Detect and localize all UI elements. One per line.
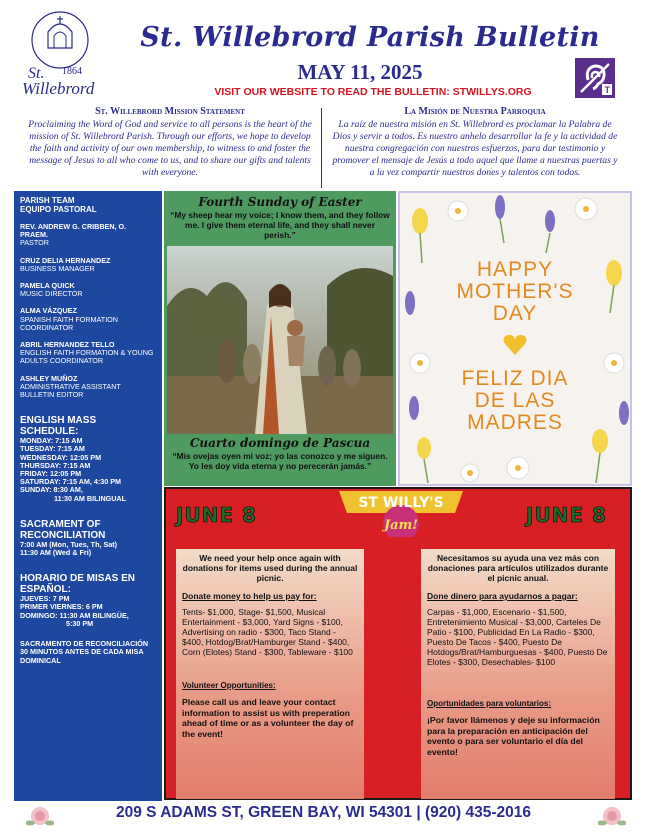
staff-role: ENGLISH FAITH FORMATION & YOUNG ADULTS COORDINATOR — [20, 348, 154, 366]
staff-name: PAMELA QUICK — [20, 281, 75, 291]
staff-role: SPANISH FAITH FORMATION COORDINATOR — [20, 314, 118, 332]
mission-text-en: Proclaiming the Word of God and service to all persons is the heart of the mission of St. Willebrord Parish. Through our efforts, we hope to develop the faith and activity of our own membership, to witness to and foster the message of Jesus to all who come to us, and to share our gifts and talents with everyone. — [28, 119, 312, 178]
donation-items-es: Carpas - $1,000, Escenario - $1,500, Entretenimiento Musical - $3,000, Carteles De Patio - $100, Publicidad En La Radio - $300, Puesto De Tacos - $400, Puesto De Hotdogs/Brat/Hamburguesas - $400, Puesto De Elotes - $300, Desechables- $100 — [427, 607, 608, 667]
sidebar-head-en: PARISH TEAM — [20, 196, 75, 205]
spanish-mass-line: PRIMER VIERNES: 6 PM — [20, 602, 103, 612]
mass-schedule — [20, 415, 156, 503]
mass-line: THURSDAY: 7:15 AM — [20, 460, 91, 470]
easter-footer — [164, 434, 396, 486]
st-willys-jam-section — [164, 487, 632, 800]
svg-text:1864: 1864 — [62, 66, 82, 77]
mothers-day-heading-en — [400, 259, 630, 325]
donation-items-en: Tents- $1,000, Stage- $1,500, Musical Entertainment - $3,000, Yard Signs - $100, Advertising on radio - $300, Taco Stand - $400, Hotdog/Brat/Hamburger Stand - $400, Corn (Elotes) Stand - $300, Tableware - $100 — [182, 607, 353, 657]
donate-heading-es: Done dinero para ayudarnos a pagar: — [427, 591, 578, 601]
bulletin-date: MAY 11, 2025 — [297, 60, 423, 84]
spanish-reconciliation — [20, 640, 156, 665]
easter-quote-es: “Mis ovejas oyen mi voz; yo las conozco y me siguen. Yo les doy vida eterna y no perecerán jamás.” — [172, 451, 388, 471]
jam-badge-logo — [331, 487, 471, 537]
volunteer-text-es: ¡Por favor llámenos y deje su información para la preparación en anticipación del evento o para ser voluntario el día del evento! — [427, 715, 600, 757]
mass-line: SUNDAY: 8:30 AM, — [20, 485, 83, 495]
spanish-mass-line: 5:30 PM — [66, 618, 94, 628]
mothers-line: FELIZ DIA — [461, 367, 569, 390]
svg-text:Willebrord: Willebrord — [22, 79, 95, 98]
reconciliation-line: 7:00 AM (Mon, Tues, Th, Sat) — [20, 539, 118, 549]
event-date-left: JUNE 8 — [176, 503, 257, 527]
staff-name: ABRIL HERNANDEZ TELLO — [20, 340, 115, 350]
spanish-mass-schedule — [20, 573, 156, 628]
mothers-line: DAY — [492, 302, 538, 325]
event-date-right: JUNE 8 — [526, 503, 607, 527]
svg-text:T: T — [604, 85, 610, 95]
staff-member — [20, 223, 156, 248]
mass-line: MONDAY: 7:15 AM — [20, 436, 83, 446]
heart-icon — [503, 334, 527, 356]
mothers-line: DE LAS — [474, 389, 556, 412]
mass-line: FRIDAY: 12:05 PM — [20, 469, 82, 479]
mission-text-es: La raíz de nuestra misión en St. Willebrord es proclamar la Palabra de Dios y servir a todos. Es nuestro anhelo desarrollar la fe y la actividad de nuestra congregación con nuestros esfuerzos, para dar testimonio y promover el mensaje de Jesús a todo aquel que llame a nuestras puertas y a la vez compartir nuestros dones y talentos con todos. — [332, 119, 618, 178]
staff-role: MUSIC DIRECTOR — [20, 289, 83, 299]
staff-name: ALMA VÁZQUEZ — [20, 306, 77, 316]
staff-member — [20, 375, 156, 400]
volunteer-text-en: Please call us and leave your contact information to assist us with preperation ahead of time or as a volunteer the day of the event! — [182, 697, 354, 739]
mass-line: TUESDAY: 7:15 AM — [20, 444, 85, 454]
sidebar-head-es: EQUIPO PASTORAL — [20, 205, 97, 214]
mothers-line: HAPPY — [476, 258, 554, 281]
mission-title-en: St. Willebrord Mission Statement — [95, 106, 245, 117]
parish-team-sidebar — [14, 191, 162, 801]
jesus-shepherd-image — [167, 246, 393, 434]
mass-line: 11:30 AM BILINGUAL — [54, 493, 127, 503]
staff-name: CRUZ DELIA HERNANDEZ — [20, 255, 111, 265]
easter-title-en: Fourth Sunday of Easter — [198, 195, 362, 209]
rose-icon — [598, 803, 626, 829]
reconciliation-line: 11:30 AM (Wed & Fri) — [20, 548, 92, 558]
mothers-line: MOTHER'S — [456, 280, 574, 303]
volunteer-heading-en: Volunteer Opportunities: — [182, 681, 276, 690]
mission-statement-es — [330, 106, 620, 179]
mass-line: WEDNESDAY: 12:05 PM — [20, 452, 102, 462]
volunteer-heading-es: Oportunidades para voluntarios: — [427, 699, 552, 708]
parish-address-footer: 209 S ADAMS ST, GREEN BAY, WI 54301 | (920) 435-2016 — [116, 804, 531, 821]
easter-quote-en: “My sheep hear my voice; I know them, and they follow me. I give them eternal life, and they shall never perish.” — [170, 210, 390, 240]
reconciliation-title: SACRAMENT OF RECONCILIATION — [20, 518, 106, 541]
bulletin-title: St. Willebrord Parish Bulletin — [140, 22, 600, 53]
donate-heading-en: Donate money to help us pay for: — [182, 591, 317, 601]
staff-member — [20, 257, 156, 273]
mass-line: SATURDAY: 7:15 AM, 4:30 PM — [20, 477, 122, 487]
website-link[interactable]: VISIT OUR WEBSITE TO READ THE BULLETIN: STWILLYS.ORG — [214, 86, 532, 98]
spanish-reconciliation-line: SACRAMENTO DE RECONCILIACIÓN — [20, 639, 149, 649]
mass-schedule-title: ENGLISH MASS SCHEDULE: — [20, 415, 97, 438]
spanish-mass-line: JUEVES: 7 PM — [20, 594, 70, 604]
svg-text:Jam!: Jam! — [383, 518, 419, 533]
jam-info-box-en — [176, 549, 364, 799]
spanish-mass-title: HORARIO DE MISAS EN ESPAÑOL: — [20, 573, 136, 596]
reconciliation-schedule — [20, 519, 156, 557]
parish-logo — [14, 8, 106, 103]
staff-role: PASTOR — [20, 238, 49, 248]
mothers-day-panel — [398, 191, 632, 486]
staff-member — [20, 307, 156, 332]
staff-role: ADMINISTRATIVE ASSISTANT BULLETIN EDITOR — [20, 381, 121, 400]
jam-intro-en: We need your help once again with donations for items used during the annual picnic. — [182, 553, 358, 583]
staff-member — [20, 341, 156, 366]
staff-name: REV. ANDREW G. CRIBBEN, O. PRAEM. — [20, 222, 127, 240]
spanish-reconciliation-line: 30 MINUTOS ANTES DE CADA MISA DOMINICAL — [20, 647, 144, 665]
mothers-day-heading-es — [400, 368, 630, 434]
svg-text:St.: St. — [28, 65, 45, 82]
staff-name: ASHLEY MUÑOZ — [20, 373, 78, 383]
mission-title-es: La Misión de Nuestra Parroquia — [404, 106, 546, 117]
spanish-mass-line: DOMINGO: 11:30 AM BILINGÜE, — [20, 610, 129, 620]
hearing-loop-icon — [575, 58, 615, 98]
staff-member — [20, 282, 156, 298]
easter-title-es: Cuarto domingo de Pascua — [189, 436, 371, 450]
jam-info-box-es — [421, 549, 615, 799]
jam-intro-es: Necesitamos su ayuda una vez más con donaciones para artículos utilizados durante el picnic anual. — [427, 553, 609, 583]
mission-divider — [321, 108, 322, 188]
mothers-line: MADRES — [467, 411, 563, 434]
staff-role: BUSINESS MANAGER — [20, 263, 95, 273]
mission-statement-en — [28, 106, 312, 179]
svg-text:ST WILLY'S: ST WILLY'S — [358, 495, 444, 511]
